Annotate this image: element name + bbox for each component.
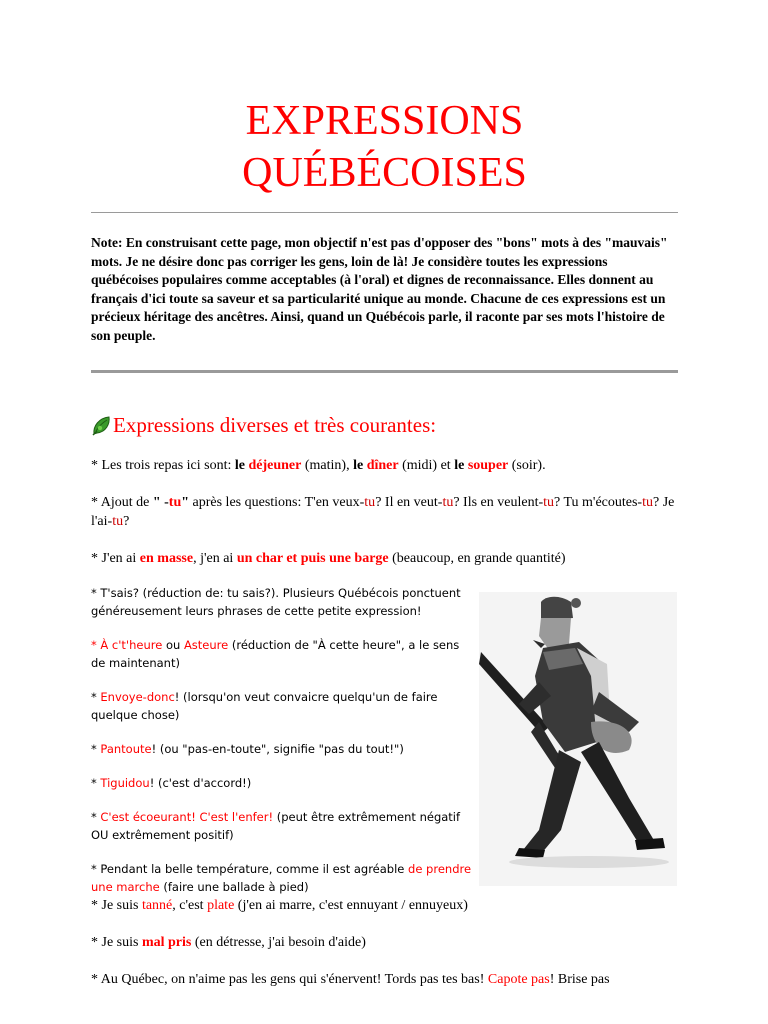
- section-title: Expressions diverses et très courantes:: [113, 413, 437, 437]
- list-item: * Je suis mal pris (en détresse, j'ai besoin d'aide): [91, 935, 366, 950]
- list-item: * Pantoute! (ou "pas-en-toute", signifie "pas du tout!"): [91, 742, 404, 756]
- list-item: * Au Québec, on n'aime pas les gens qui s'énervent! Tords pas tes bas! Capote pas! Brise pas: [91, 972, 610, 987]
- list-item: * T'sais? (réduction de: tu sais?). Plusieurs Québécois ponctuent généreusement leurs phrases de cette petite expression!: [91, 586, 461, 618]
- list-item: * Envoye-donc! (lorsqu'on veut convaicre quelqu'un de faire quelque chose): [91, 690, 438, 722]
- thick-divider: [91, 370, 678, 373]
- title-line-1: EXPRESSIONS: [245, 98, 524, 144]
- list-item: * Tiguidou! (c'est d'accord!): [91, 776, 252, 790]
- list-item: * À c't'heure ou Asteure (réduction de "À cette heure", a le sens de maintenant): [91, 638, 460, 670]
- list-item: * Ajout de " -tu" après les questions: T'en veux-tu? Il en veut-tu? Ils en veulent-tu? Tu m'écoutes-tu? Je l'ai-tu?: [91, 495, 675, 529]
- list-item: * Pendant la belle température, comme il est agréable de prendre une marche (faire une ballade à pied): [91, 862, 472, 894]
- intro-note: Note: En construisant cette page, mon objectif n'est pas d'opposer des "bons" mots à des "mauvais" mots. Je ne désire donc pas corriger les gens, loin de là! Je considère toutes les expressions québécoises populaires comme acceptables (à l'oral) et dignes de reconnaissance. Elles donnent au français d'ici toute sa saveur et sa particularité unique au monde. Chacune de ces expressions est un précieux héritage des ancêtres. Ainsi, quand un Québécois parle, il raconte par ses mots l'histoire de son peuple.: [91, 235, 668, 343]
- leaf-icon: [91, 414, 113, 438]
- divider: [91, 212, 678, 213]
- page-title: [91, 0, 678, 199]
- list-item: * Je suis tanné, c'est plate (j'en ai marre, c'est ennuyant / ennuyeux): [91, 898, 468, 913]
- section-heading: [91, 411, 678, 439]
- list-item: * C'est écoeurant! C'est l'enfer! (peut être extrêmement négatif OU extrêmement positif): [91, 810, 461, 842]
- list-item: * J'en ai en masse, j'en ai un char et puis une barge (beaucoup, en grande quantité): [91, 551, 566, 566]
- list-item: * Les trois repas ici sont: le déjeuner (matin), le dîner (midi) et le souper (soir).: [91, 458, 546, 473]
- title-line-2: QUÉBÉCOISES: [242, 150, 527, 196]
- man-with-rifle-photo: [479, 592, 677, 886]
